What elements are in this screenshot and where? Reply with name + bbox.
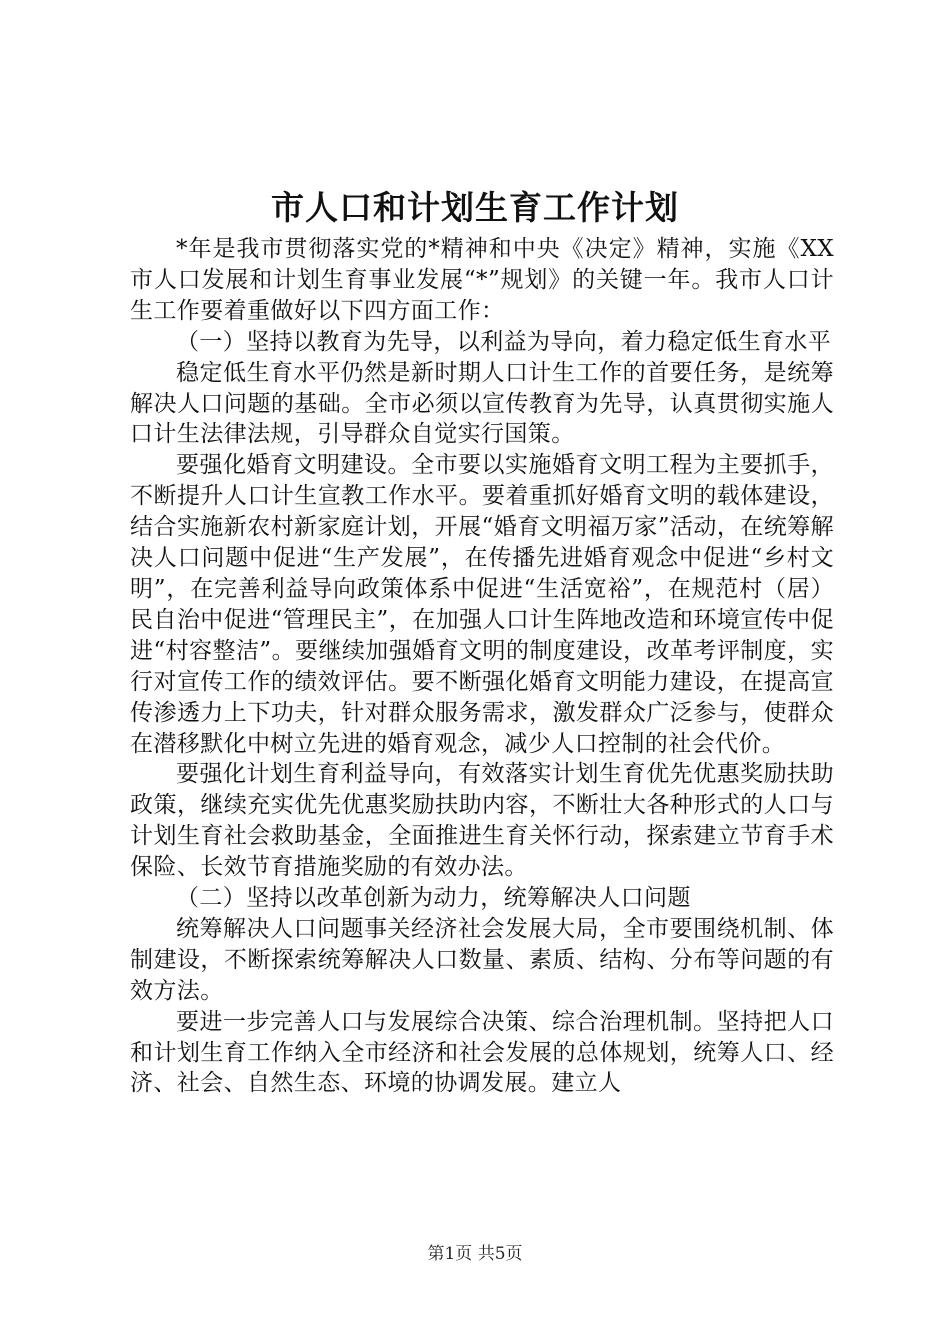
paragraph: 要强化婚育文明建设。全市要以实施婚育文明工程为主要抓手，不断提升人口计生宣教工作水平。要着重抓好婚育文明的载体建设，结合实施新农村新家庭计划，开展“婚育文明福万家”活动，在统筹解决人口问题中促进“生产发展”，在传播先进婚育观念中促进“乡村文明”，在完善利益导向政策体系中促进“生活宽裕”，在规范村（居）民自治中促进“管理民主”，在加强人口计生阵地改造和环境宣传中促进“村容整洁”。要继续加强婚育文明的制度建设，改革考评制度，实行对宣传工作的绩效评估。要不断强化婚育文明能力建设，在提高宣传渗透力上下功夫，针对群众服务需求，激发群众广泛参与，使群众在潜移默化中树立先进的婚育观念，减少人口控制的社会代价。 <box>130 452 834 757</box>
page-number-footer: 第1页 共5页 <box>427 1244 523 1264</box>
paragraph-intro: *年是我市贯彻落实党的*精神和中央《决定》精神，实施《XX市人口发展和计划生育事业发展“*”规划》的关键一年。我市人口计生工作要着重做好以下四方面工作： <box>130 236 834 324</box>
paragraph: 稳定低生育水平仍然是新时期人口计生工作的首要任务，是统筹解决人口问题的基础。全市必须以宣传教育为先导，认真贯彻实施人口计生法律法规，引导群众自觉实行国策。 <box>130 359 834 448</box>
document-title: 市人口和计划生育工作计划 <box>271 188 679 227</box>
document-body <box>130 234 834 1099</box>
section-heading-1: （一）坚持以教育为先导，以利益为导向，着力稳定低生育水平 <box>176 328 832 355</box>
paragraph: 统筹解决人口问题事关经济社会发展大局，全市要围绕机制、体制建设，不断探索统筹解决人口数量、素质、结构、分布等问题的有效方法。 <box>130 915 834 1004</box>
paragraph: 要强化计划生育利益导向，有效落实计划生育优先优惠奖励扶助政策，继续充实优先优惠奖励扶助内容，不断壮大各种形式的人口与计划生育社会救助基金，全面推进生育关怀行动，探索建立节育手术保险、长效节育措施奖励的有效办法。 <box>130 761 834 881</box>
paragraph: 要进一步完善人口与发展综合决策、综合治理机制。坚持把人口和计划生育工作纳入全市经济和社会发展的总体规划，统筹人口、经济、社会、自然生态、环境的协调发展。建立人 <box>130 1008 834 1097</box>
section-heading-2: （二）坚持以改革创新为动力，统筹解决人口问题 <box>176 885 691 912</box>
